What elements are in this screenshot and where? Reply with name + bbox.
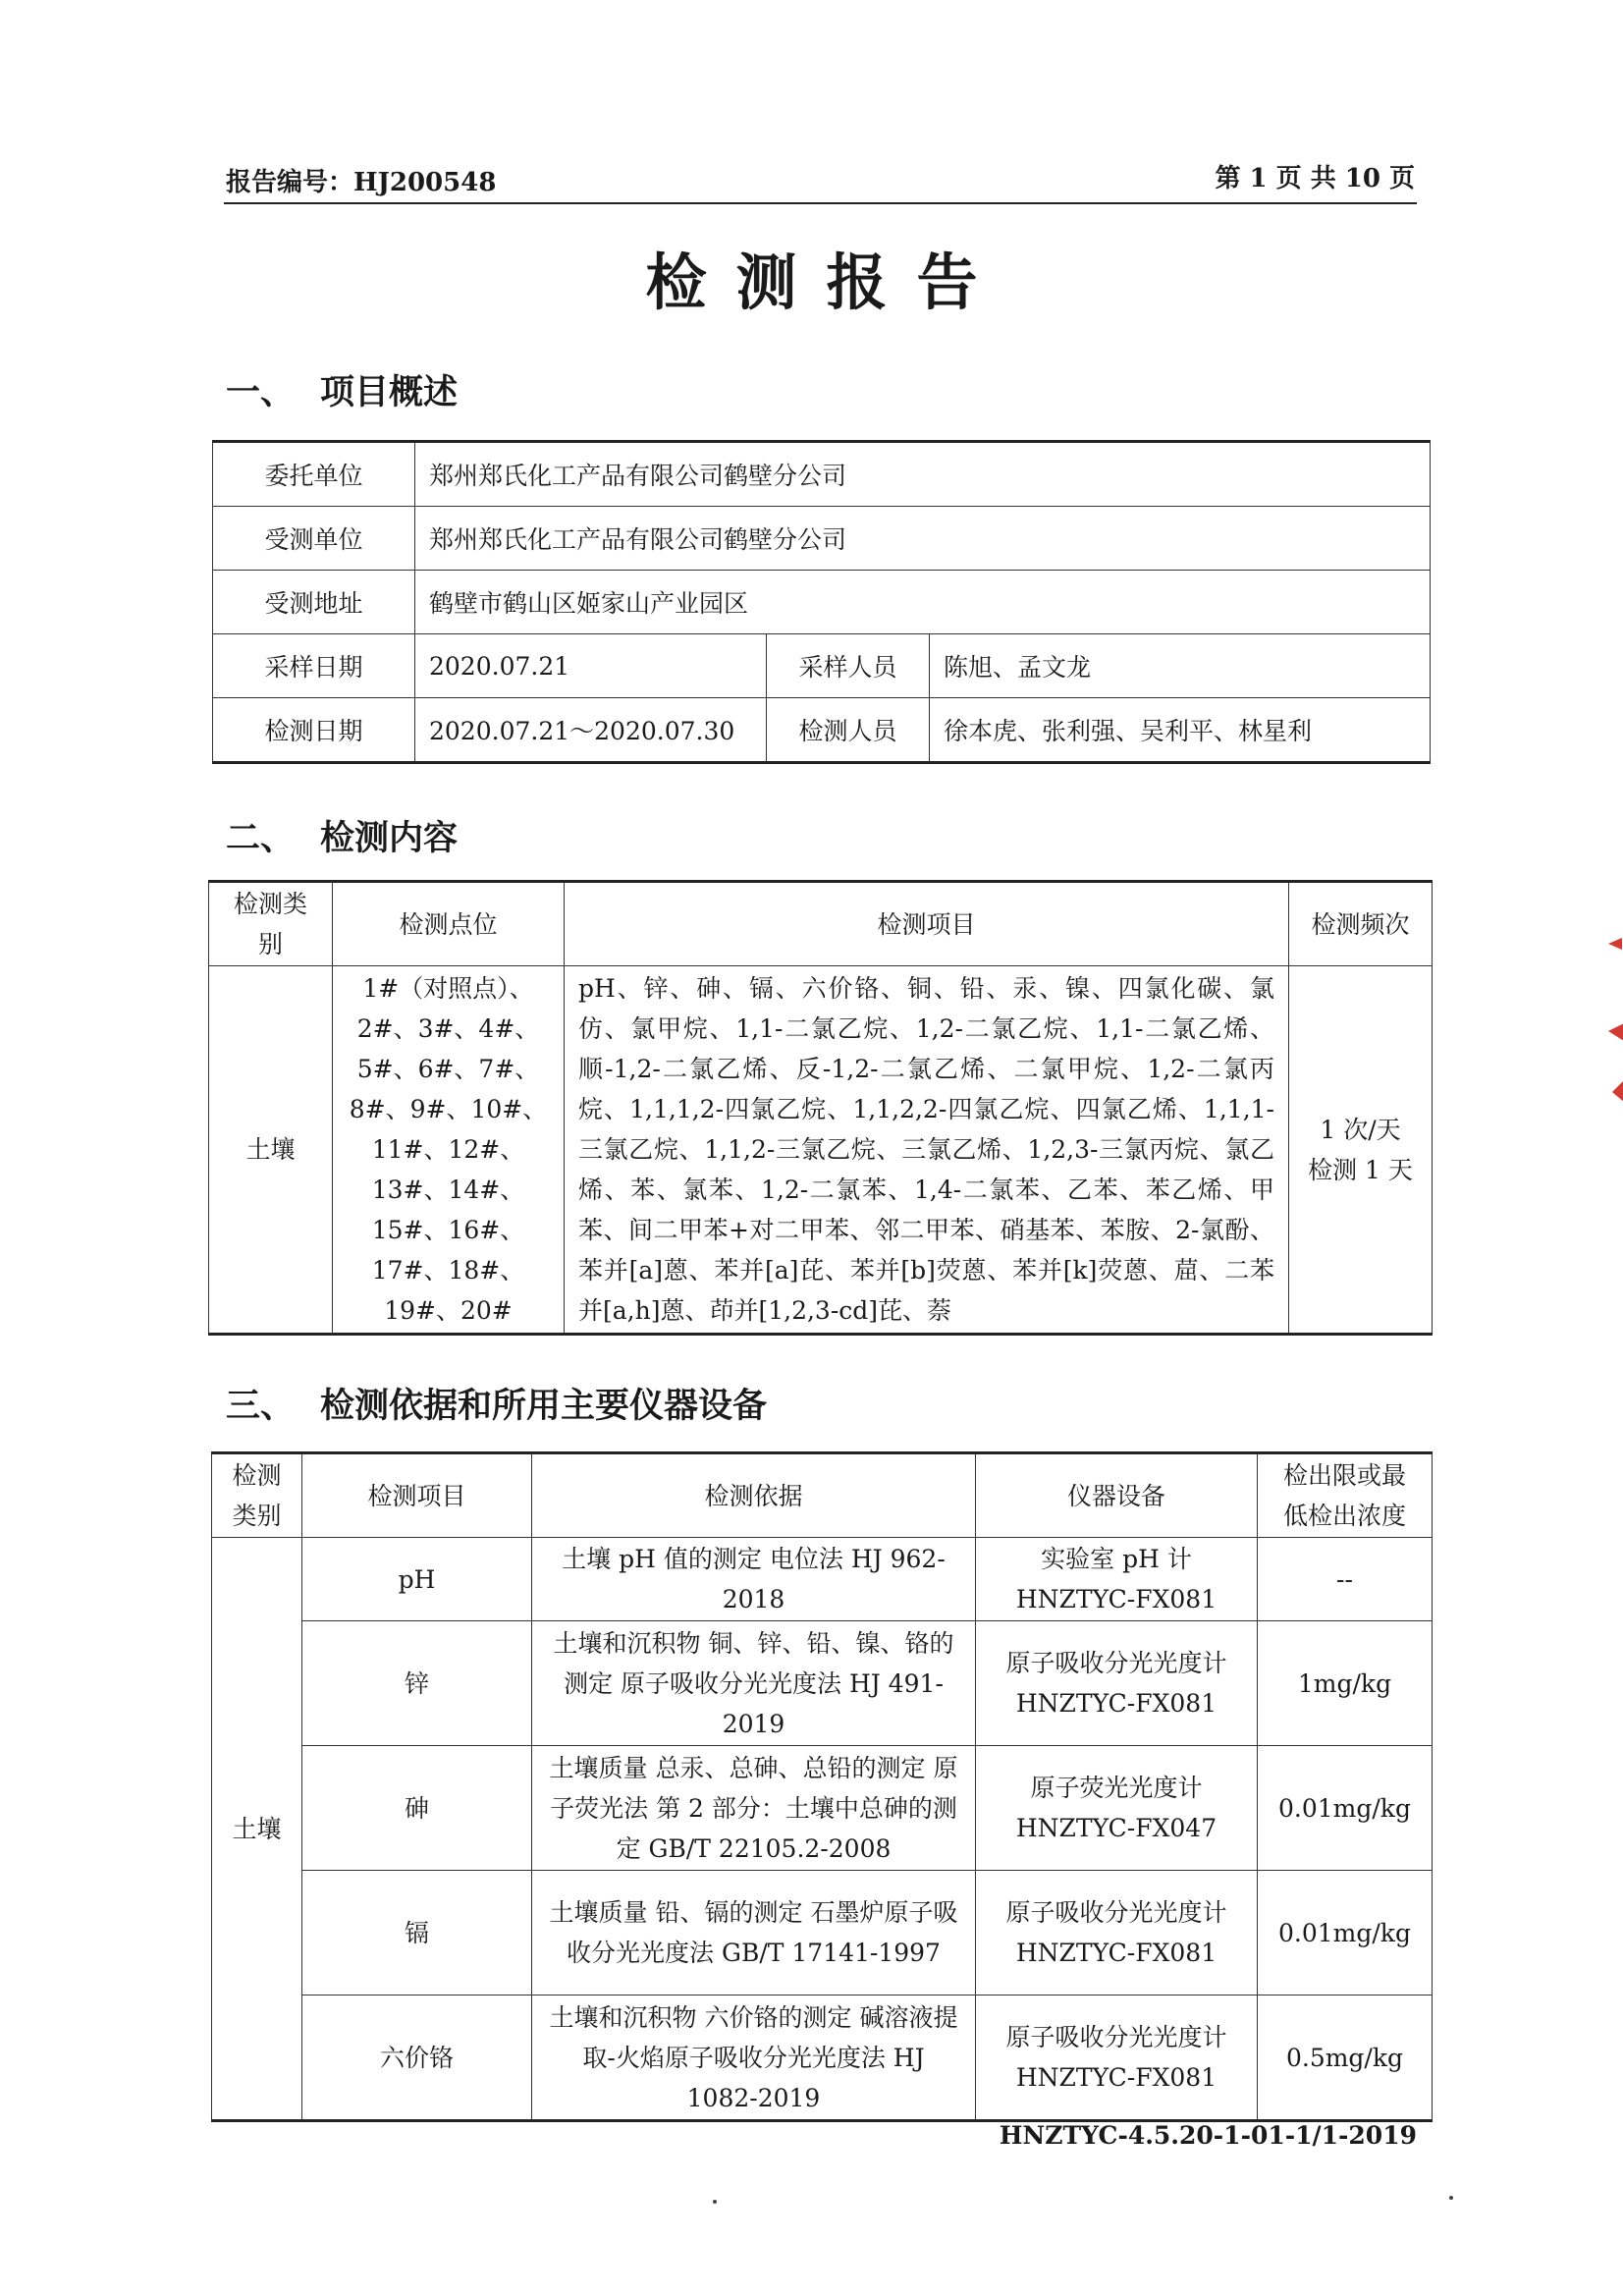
basis-item: 六价铬 [302,1995,532,2121]
client-value: 郑州郑氏化工产品有限公司鹤壁分公司 [415,442,1431,507]
basis-item: 锌 [302,1621,532,1746]
page-header [224,161,1417,204]
tested-unit-label: 受测单位 [213,507,415,571]
basis-method: 土壤和沉积物 铜、锌、铅、镍、铬的测定 原子吸收分光光度法 HJ 491-2019 [532,1621,976,1746]
frequency-line-1: 1 次/天 [1320,1115,1401,1144]
section-title: 项目概述 [320,372,459,412]
header-points: 检测点位 [333,882,565,966]
basis-item: 镉 [302,1871,532,1995]
section-number: 二、 [226,818,296,858]
header-items: 检测项目 [565,882,1289,966]
basis-table [211,1451,1433,2122]
section-number: 一、 [226,372,296,412]
table-row [213,442,1431,507]
sampler-value: 陈旭、孟文龙 [930,634,1431,698]
section-1-heading [226,365,458,414]
content-frequency [1289,966,1433,1335]
basis-method: 土壤和沉积物 六价铬的测定 碱溶液提取-火焰原子吸收分光光度法 HJ 1082-2019 [532,1995,976,2121]
header-limit: 检出限或最低检出浓度 [1258,1453,1433,1538]
header-equipment: 仪器设备 [976,1453,1258,1538]
section-number: 三、 [226,1386,296,1426]
report-number: 报告编号：HJ200548 [226,168,497,197]
frequency-line-2: 检测 1 天 [1308,1155,1413,1184]
section-title: 检测内容 [320,818,459,858]
basis-limit: -- [1258,1538,1433,1621]
basis-equipment: 原子吸收分光光度计 HNZTYC-FX081 [976,1995,1258,2121]
test-date-label: 检测日期 [213,698,415,763]
section-2-heading [226,811,458,860]
table-header-row [212,1453,1433,1538]
basis-equipment: 原子吸收分光光度计 HNZTYC-FX081 [976,1621,1258,1746]
table-row [212,1995,1433,2121]
section-title: 检测依据和所用主要仪器设备 [320,1386,768,1426]
basis-limit: 0.5mg/kg [1258,1995,1433,2121]
table-row [212,1746,1433,1871]
basis-method: 土壤质量 总汞、总砷、总铅的测定 原子荧光法 第 2 部分：土壤中总砷的测定 GB/T 22105.2-2008 [532,1746,976,1871]
overview-table [212,440,1431,764]
basis-equipment: 原子荧光光度计 HNZTYC-FX047 [976,1746,1258,1871]
header-item: 检测项目 [302,1453,532,1538]
content-category: 土壤 [209,966,333,1335]
basis-method: 土壤 pH 值的测定 电位法 HJ 962-2018 [532,1538,976,1621]
basis-item: pH [302,1538,532,1621]
table-row [213,698,1431,763]
table-row [213,507,1431,571]
basis-equipment: 原子吸收分光光度计 HNZTYC-FX081 [976,1871,1258,1995]
table-row [212,1871,1433,1995]
sample-date-label: 采样日期 [213,634,415,698]
basis-category: 土壤 [212,1538,302,2121]
scan-speck [713,2200,717,2204]
test-date-value: 2020.07.21～2020.07.30 [415,698,767,763]
content-points: 1#（对照点）、2#、3#、4#、5#、6#、7#、8#、9#、10#、11#、12#、13#、14#、15#、16#、17#、18#、19#、20# [333,966,565,1335]
page-number: 第 1 页 共 10 页 [1215,164,1415,193]
header-basis: 检测依据 [532,1453,976,1538]
test-content-table [208,880,1433,1336]
basis-limit: 0.01mg/kg [1258,1746,1433,1871]
header-category: 检测类别 [209,882,333,966]
basis-limit: 0.01mg/kg [1258,1871,1433,1995]
section-3-heading [226,1379,767,1428]
report-title: 检测报告 [645,246,1007,318]
header-category: 检测类别 [212,1453,302,1538]
client-label: 委托单位 [213,442,415,507]
table-row [212,1621,1433,1746]
red-stamp-edge-icon [1600,1021,1623,1045]
sampler-label: 采样人员 [767,634,930,698]
basis-method: 土壤质量 铅、镉的测定 石墨炉原子吸收分光光度法 GB/T 17141-1997 [532,1871,976,1995]
tested-unit-value: 郑州郑氏化工产品有限公司鹤壁分公司 [415,507,1431,571]
scan-speck [1449,2196,1453,2200]
table-row [213,634,1431,698]
table-row [212,1538,1433,1621]
header-frequency: 检测频次 [1289,882,1433,966]
basis-limit: 1mg/kg [1258,1621,1433,1746]
red-stamp-edge-icon [1598,938,1622,961]
address-value: 鹤壁市鹤山区姬家山产业园区 [415,571,1431,634]
tester-label: 检测人员 [767,698,930,763]
basis-equipment: 实验室 pH 计 HNZTYC-FX081 [976,1538,1258,1621]
content-items: pH、锌、砷、镉、六价铬、铜、铅、汞、镍、四氯化碳、氯仿、氯甲烷、1,1-二氯乙烷、1,2-二氯乙烷、1,1-二氯乙烯、顺-1,2-二氯乙烯、反-1,2-二氯乙烯、二氯甲烷、1,2-二氯丙烷、1,1,1,2-四氯乙烷、1,1,2,2-四氯乙烷、四氯乙烯、1,1,1-三氯乙烷、1,1,2-三氯乙烷、三氯乙烯、1,2,3-三氯丙烷、氯乙烯、苯、氯苯、1,2-二氯苯、1,4-二氯苯、乙苯、苯乙烯、甲苯、间二甲苯+对二甲苯、邻二甲苯、硝基苯、苯胺、2-氯酚、苯并[a]蒽、苯并[a]芘、苯并[b]荧蒽、苯并[k]荧蒽、䓛、二苯并[a,h]蒽、茚并[1,2,3-cd]芘、萘 [565,966,1289,1335]
red-stamp-edge-icon [1600,1080,1623,1104]
tester-value: 徐本虎、张利强、吴利平、林星利 [930,698,1431,763]
table-row [213,571,1431,634]
table-header-row [209,882,1433,966]
basis-item: 砷 [302,1746,532,1871]
form-code: HNZTYC-4.5.20-1-01-1/1-2019 [999,2121,1417,2150]
sample-date-value: 2020.07.21 [415,634,767,698]
address-label: 受测地址 [213,571,415,634]
table-row [209,966,1433,1335]
